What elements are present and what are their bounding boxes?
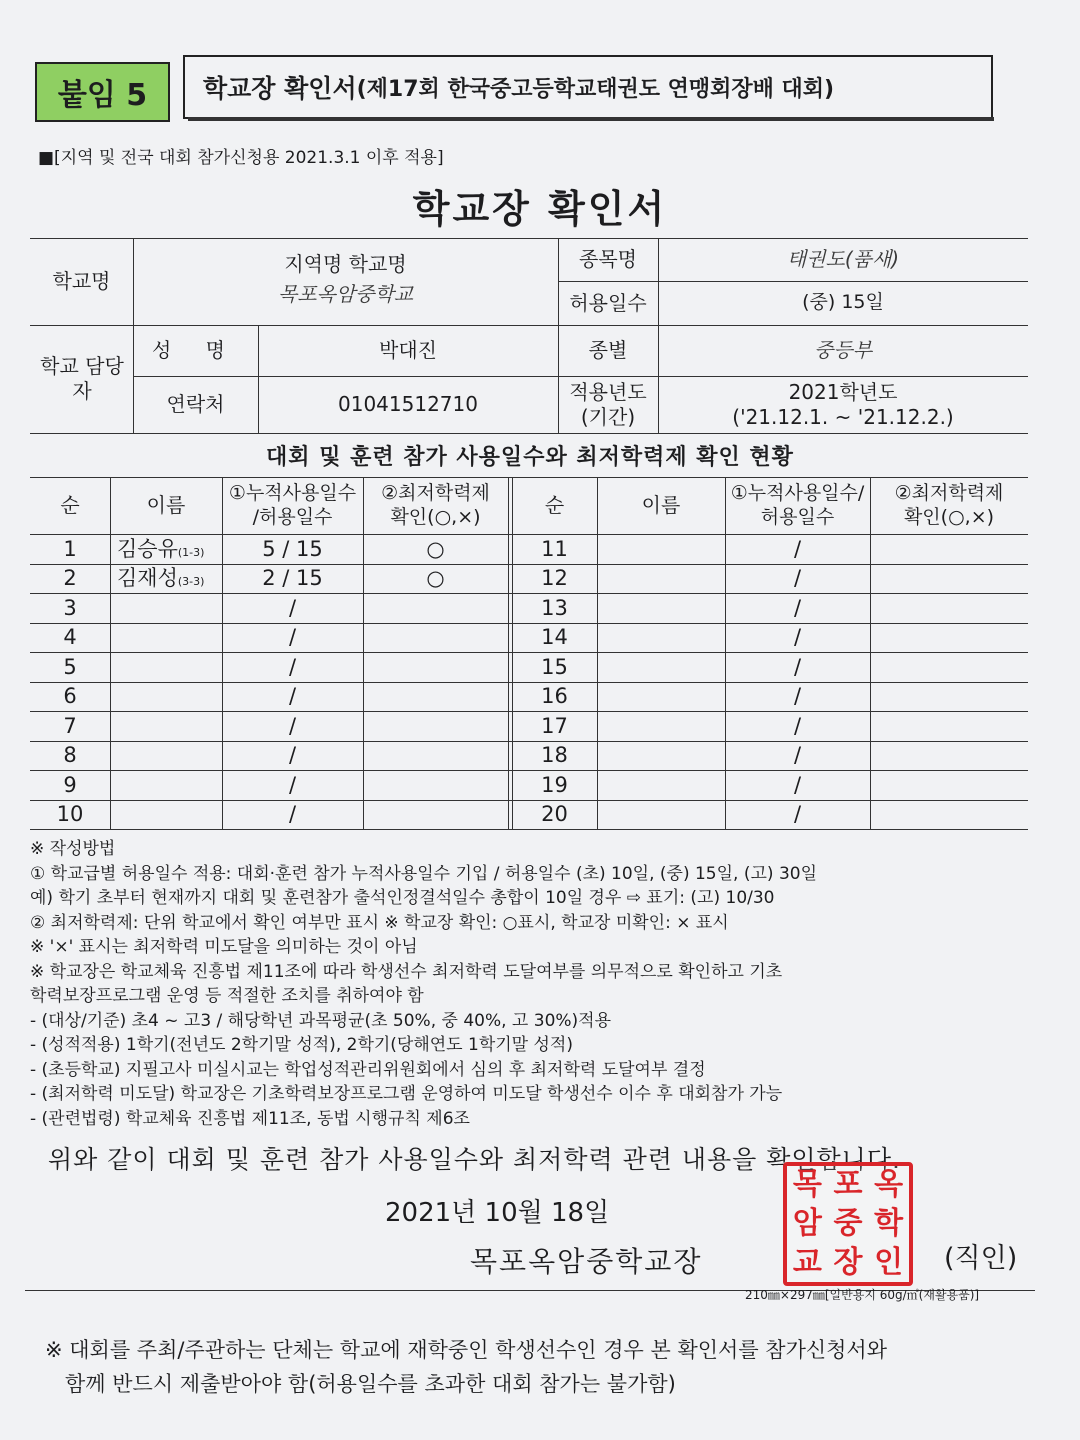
- seal-label: (직인): [944, 1243, 1018, 1274]
- col-check2-header-line1: ②최저학력제: [894, 481, 1004, 504]
- footer-line: ※ 대회를 주최/주관하는 단체는 학교에 재학중인 학생선수인 경우 본 확인서를 참가신청서와: [45, 1338, 888, 1362]
- header-title: 학교장 확인서: [203, 74, 357, 103]
- min-academic-check: [363, 770, 508, 800]
- student-grade: (1-3): [177, 545, 205, 559]
- page-title: 학교장 확인서: [412, 187, 668, 231]
- seal-character: 학: [874, 1205, 904, 1241]
- min-academic-check: [363, 593, 508, 623]
- name-label: 성 명: [152, 338, 239, 362]
- used-days: 5 / 15: [262, 536, 323, 561]
- used-days: /: [288, 654, 297, 679]
- row-number: 8: [63, 743, 77, 768]
- used-days: /: [793, 713, 802, 738]
- min-academic-check: [363, 711, 508, 741]
- used-days: /: [793, 684, 802, 709]
- seal-character: 중: [833, 1205, 863, 1241]
- year-value: [658, 376, 1028, 433]
- section-title: 대회 및 훈련 참가 사용일수와 최저학력제 확인 현황: [266, 445, 794, 470]
- col-days2-header-line2: 허용일수: [760, 505, 835, 528]
- instruction-line: ※ '×' 표시는 최저학력 미도달을 의미하는 것이 아님: [30, 937, 418, 957]
- year-label-line2: (기간): [580, 404, 636, 429]
- col-days-header-line2: /허용일수: [252, 505, 333, 528]
- student-name: [112, 711, 222, 741]
- row-number: 11: [541, 536, 568, 561]
- seal-character: 암: [792, 1205, 822, 1241]
- min-academic-check: [363, 652, 508, 682]
- row-number: 12: [541, 566, 568, 591]
- used-days: /: [288, 684, 297, 709]
- row-number: 3: [63, 595, 77, 620]
- applicability-note: ■[지역 및 전국 대회 참가신청용 2021.3.1 이후 적용]: [38, 148, 444, 168]
- row-number: 19: [541, 772, 568, 797]
- col-check2-header: [870, 477, 1028, 534]
- used-days: /: [288, 743, 297, 768]
- student-name-text: 김재성: [117, 566, 178, 591]
- row-number: 1: [63, 536, 77, 561]
- used-days: /: [288, 802, 297, 827]
- student-name: [112, 741, 222, 771]
- seal-character: 포: [833, 1167, 863, 1203]
- used-days: 2 / 15: [262, 566, 323, 591]
- allowed-days-value: (중) 15일: [802, 291, 884, 314]
- row-number: 15: [541, 654, 568, 679]
- col-num2-header: 순: [544, 493, 565, 517]
- contact-label: 연락처: [166, 392, 225, 416]
- event-label: 종목명: [579, 247, 637, 271]
- col-check2-header-line2: 확인(○,×): [903, 505, 995, 528]
- min-academic-check: ○: [426, 566, 445, 591]
- row-number: 18: [541, 743, 568, 768]
- used-days: /: [793, 625, 802, 650]
- student-name: [112, 800, 222, 830]
- col-check-header-line1: ②최저학력제: [381, 481, 490, 504]
- school-label: 학교명: [52, 269, 111, 293]
- year-value-line1: 2021학년도: [788, 379, 898, 404]
- student-name: [112, 652, 222, 682]
- footer-line: 함께 반드시 제출받아야 함(허용일수를 초과한 대회 참가는 불가함): [45, 1372, 676, 1396]
- used-days: /: [793, 536, 802, 561]
- confirmation-statement: 위와 같이 대회 및 훈련 참가 사용일수와 최저학력 관련 내용을 확인합니다.: [48, 1145, 901, 1174]
- seal-character: 목: [792, 1167, 822, 1203]
- instruction-line: ② 최저학력제: 단위 학교에서 확인 여부만 표시 ※ 학교장 확인: ○표시, 학교장 미확인: × 표시: [30, 912, 729, 933]
- document-header: [183, 55, 993, 119]
- min-academic-check: [363, 623, 508, 653]
- issue-date: 2021년 10월 18일: [385, 1198, 610, 1228]
- row-number: 9: [63, 772, 77, 797]
- row-number: 10: [56, 802, 84, 827]
- school-caption: 지역명 학교명: [284, 251, 407, 276]
- col-days-header-line1: ①누적사용일수: [228, 481, 357, 504]
- instruction-line: - (초등학교) 지필고사 미실시교는 학업성적관리위원회에서 심의 후 최저학력 도달여부 결정: [30, 1059, 706, 1080]
- rule: [508, 477, 509, 829]
- used-days: /: [793, 802, 802, 827]
- used-days: /: [793, 566, 802, 591]
- instruction-line: ① 학교급별 허용일수 적용: 대회·훈련 참가 누적사용일수 기입 / 허용일수 (초) 10일, (중) 15일, (고) 30일: [30, 863, 818, 884]
- row-number: 5: [63, 654, 77, 679]
- col-check-header-line2: 확인(○,×): [390, 505, 481, 528]
- used-days: /: [288, 595, 297, 620]
- col-num-header: 순: [60, 493, 80, 517]
- used-days: /: [793, 772, 802, 797]
- official-seal-stamp: [783, 1162, 913, 1286]
- col-name2-header: 이름: [641, 493, 681, 517]
- row-number: 16: [541, 684, 568, 709]
- seal-character: 장: [833, 1244, 863, 1280]
- student-name: [112, 770, 222, 800]
- student-name: [112, 534, 222, 564]
- row-number: 6: [63, 684, 77, 709]
- col-days2-header-line1: ①누적사용일수/: [730, 481, 865, 504]
- instruction-line: - (성적적용) 1학기(전년도 2학기말 성적), 2학기(당해연도 1학기말 성적): [30, 1035, 573, 1055]
- seal-character: 인: [874, 1244, 904, 1280]
- used-days: /: [793, 595, 802, 620]
- rule: [30, 433, 1028, 434]
- instruction-line: ※ 학교장은 학교체육 진흥법 제11조에 따라 학생선수 최저학력 도달여부를 의무적으로 확인하고 기초: [30, 961, 783, 982]
- manager-name: 박대진: [379, 338, 437, 362]
- student-name: [112, 564, 222, 594]
- used-days: /: [288, 772, 297, 797]
- used-days: /: [288, 713, 297, 738]
- instruction-line: 학력보장프로그램 운영 등 적절한 조치를 취하여야 함: [30, 986, 424, 1006]
- used-days: /: [793, 743, 802, 768]
- school-name: 목포옥암중학교: [277, 281, 414, 306]
- writing-instructions: [30, 837, 1040, 1131]
- seal-character: 교: [792, 1244, 822, 1280]
- instruction-line: - (관련법령) 학교체육 진흥법 제11조, 동법 시행규칙 제6조: [30, 1108, 470, 1129]
- min-academic-check: [363, 741, 508, 771]
- manager-label: 학교 담당자: [40, 354, 124, 403]
- student-name: [112, 682, 222, 712]
- col-days2-header: [725, 477, 870, 534]
- header-subtitle: (제17회 한국중고등학교태권도 연맹회장배 대회): [356, 76, 835, 102]
- row-number: 7: [63, 713, 77, 738]
- year-value-period: ('21.12.1. ~ '21.12.2.): [732, 404, 954, 429]
- col-name-header: 이름: [146, 493, 186, 517]
- division-label: 종별: [588, 338, 628, 362]
- student-name-text: 김승유: [117, 536, 178, 561]
- header-shadow: [188, 117, 994, 121]
- row-number: 13: [541, 595, 568, 620]
- min-academic-check: [363, 800, 508, 830]
- instruction-line: - (대상/기준) 초4 ~ 고3 / 해당학년 과목평균(초 50%, 중 40%, 고 30%)적용: [30, 1010, 612, 1031]
- row-number: 20: [541, 802, 568, 827]
- principal-title: 목포옥암중학교장: [470, 1245, 703, 1278]
- paper-spec: 210㎜×297㎜[일반용지 60g/㎡(재활용품)]: [745, 1288, 980, 1302]
- contact-value: 01041512710: [338, 392, 478, 416]
- student-name: [112, 623, 222, 653]
- row-number: 14: [541, 625, 568, 650]
- footer-note: [45, 1333, 887, 1401]
- row-number: 2: [63, 566, 77, 591]
- year-label: [558, 376, 658, 433]
- instruction-line: 예) 학기 초부터 현재까지 대회 및 훈련참가 출석인정결석일수 총합이 10일 경우 ⇨ 표기: (고) 10/30: [30, 888, 775, 908]
- instruction-line: ※ 작성방법: [30, 839, 116, 859]
- event-value: 태권도(품새): [786, 247, 900, 271]
- attachment-badge: 붙임 5: [35, 62, 170, 122]
- year-label-line1: 적용년도: [569, 379, 647, 404]
- student-grade: (3-3): [177, 575, 205, 589]
- row-number: 4: [63, 625, 77, 650]
- col-check-header: [363, 477, 508, 534]
- min-academic-check: ○: [426, 536, 445, 561]
- used-days: /: [288, 625, 297, 650]
- min-academic-check: [363, 682, 508, 712]
- row-number: 17: [541, 713, 568, 738]
- seal-character: 옥: [874, 1167, 904, 1203]
- division-value: 중등부: [814, 338, 872, 362]
- col-days-header: [222, 477, 363, 534]
- student-name: [112, 593, 222, 623]
- rule: [30, 829, 1028, 830]
- allowed-days-label: 허용일수: [569, 290, 647, 315]
- used-days: /: [793, 654, 802, 679]
- instruction-line: - (최저학력 미도달) 학교장은 기초학력보장프로그램 운영하여 미도달 학생선수 이수 후 대회참가 가능: [30, 1084, 783, 1104]
